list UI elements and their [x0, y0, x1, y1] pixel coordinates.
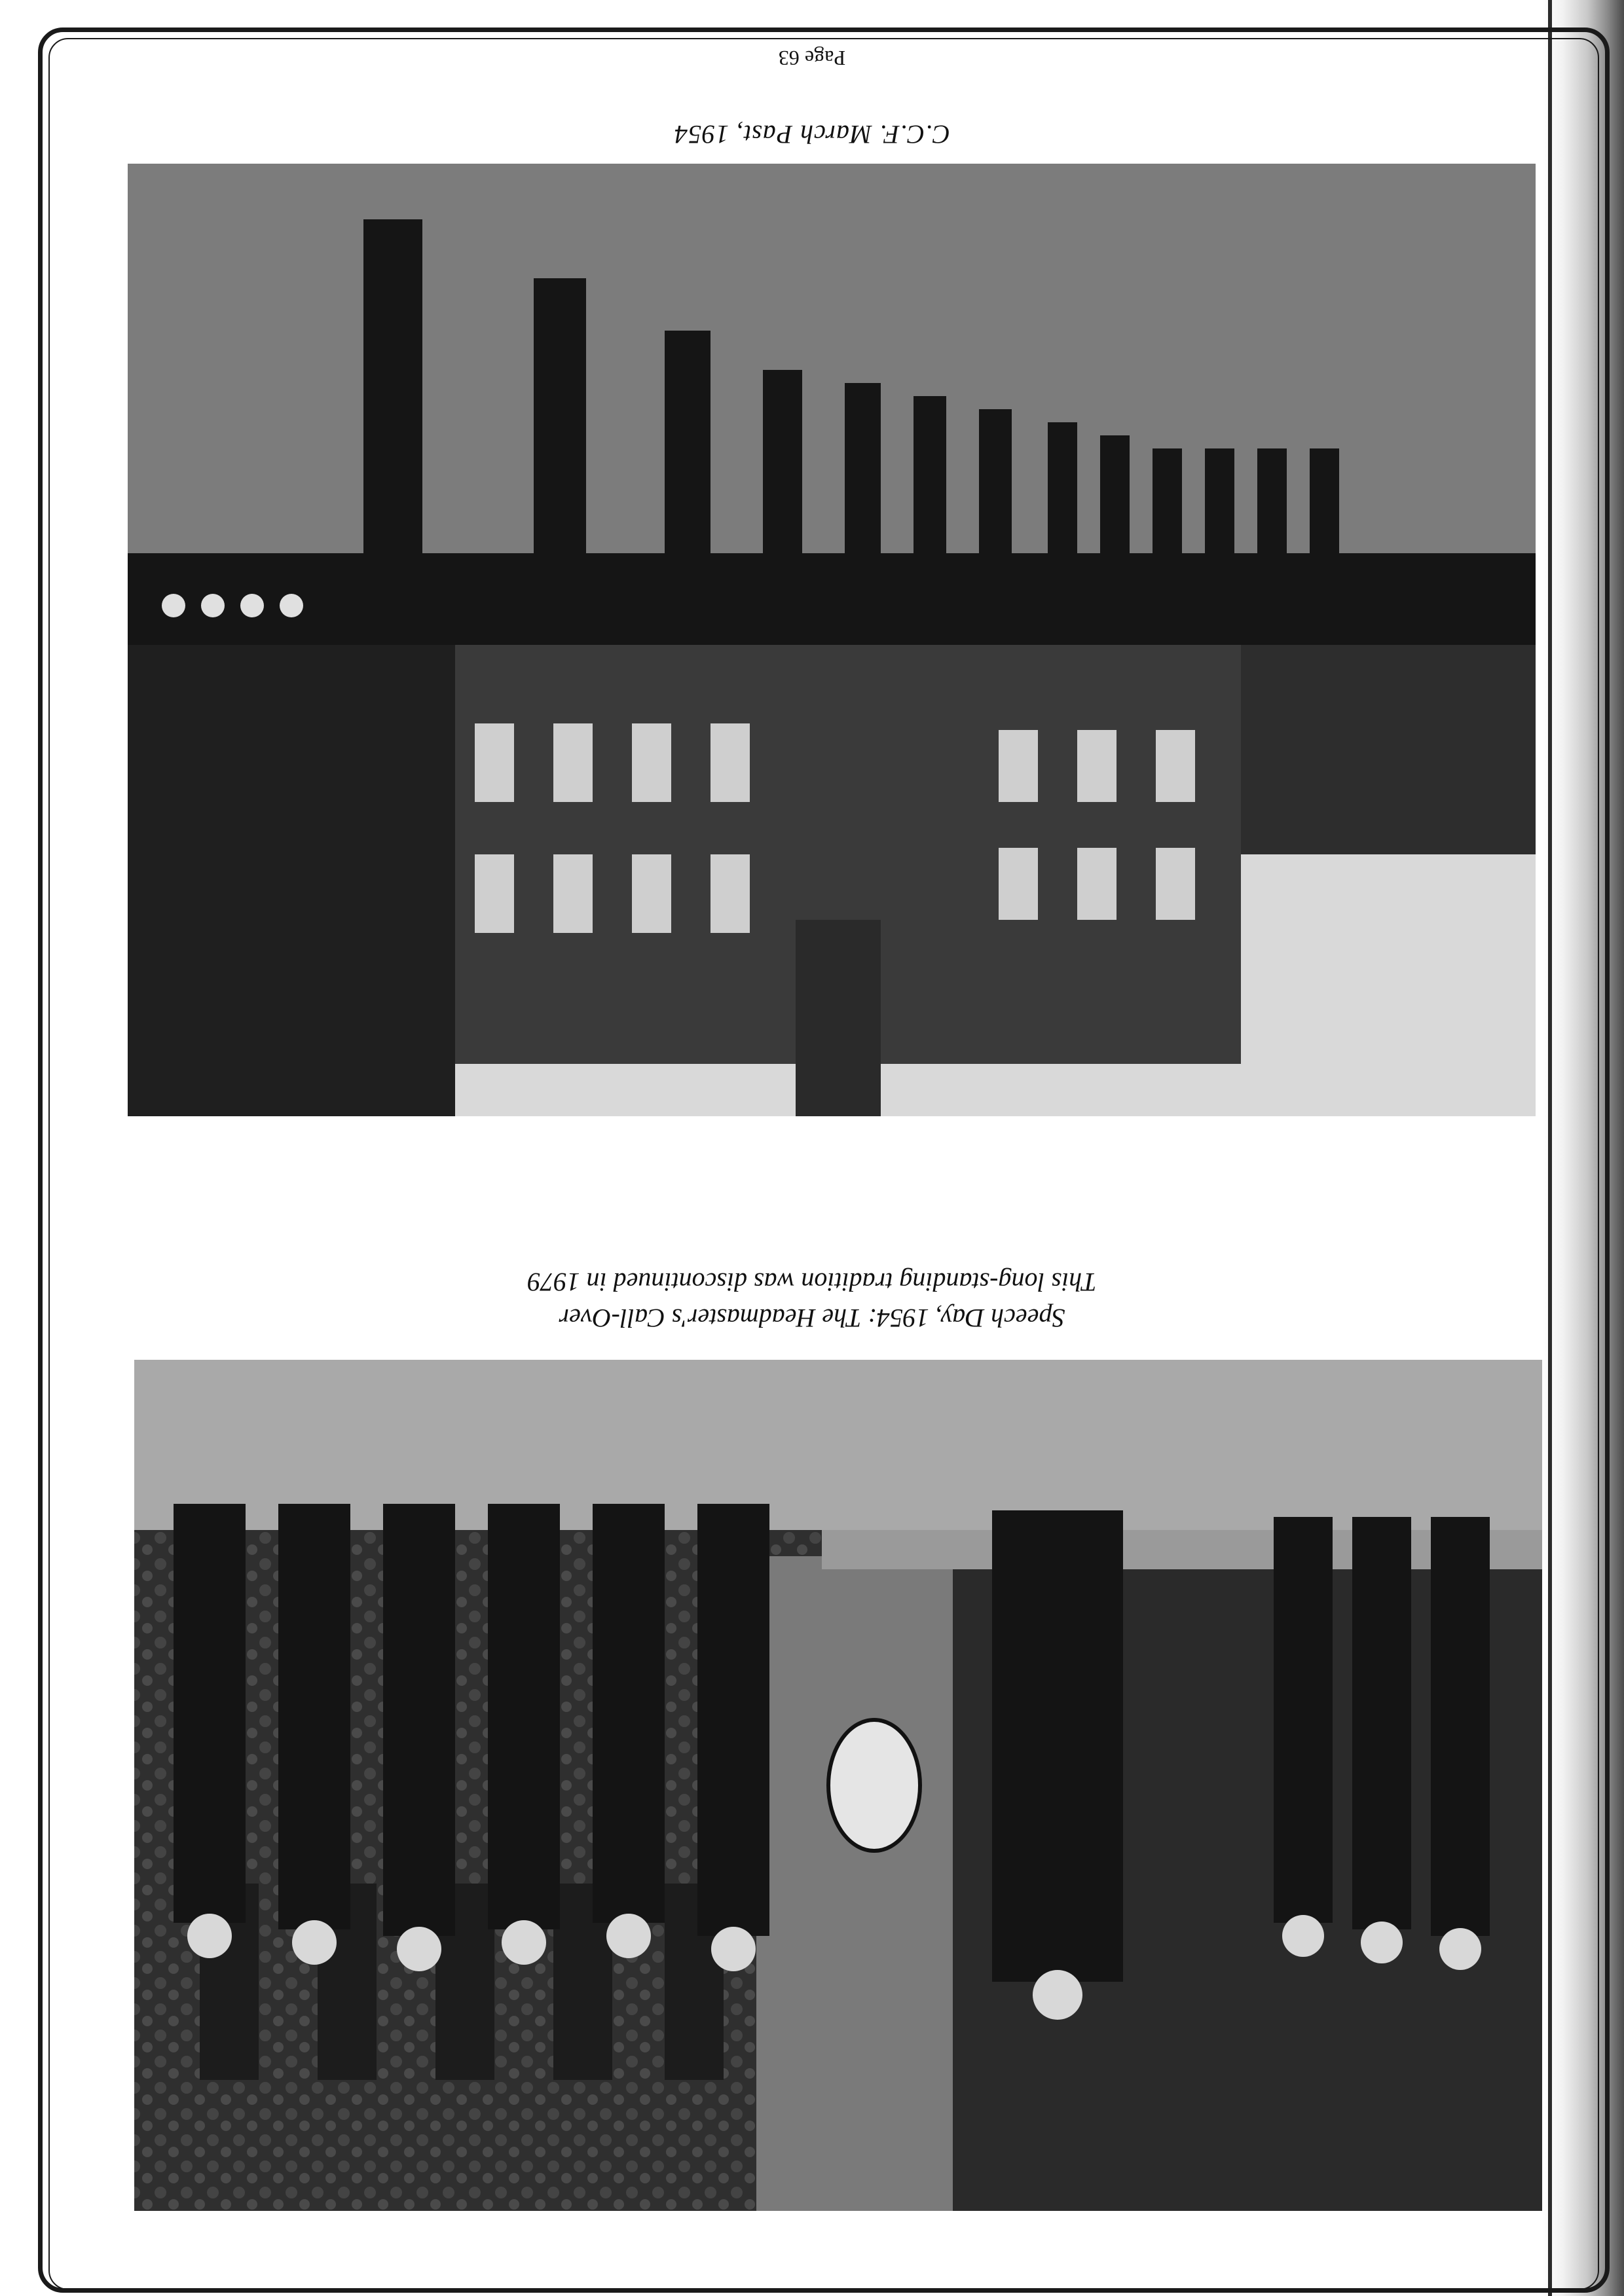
speech-day-caption-line2: This long-standing tradition was discontinued in 1979: [527, 1267, 1097, 1297]
page-number: Page 63: [778, 46, 846, 70]
speech-day-photo: [134, 1360, 1542, 2211]
march-past-photo: [128, 164, 1536, 1116]
march-past-caption: C.C.F. March Past, 1954: [674, 120, 950, 149]
speech-day-caption-line1: Speech Day, 1954: The Headmaster's Call-Over: [559, 1303, 1065, 1333]
